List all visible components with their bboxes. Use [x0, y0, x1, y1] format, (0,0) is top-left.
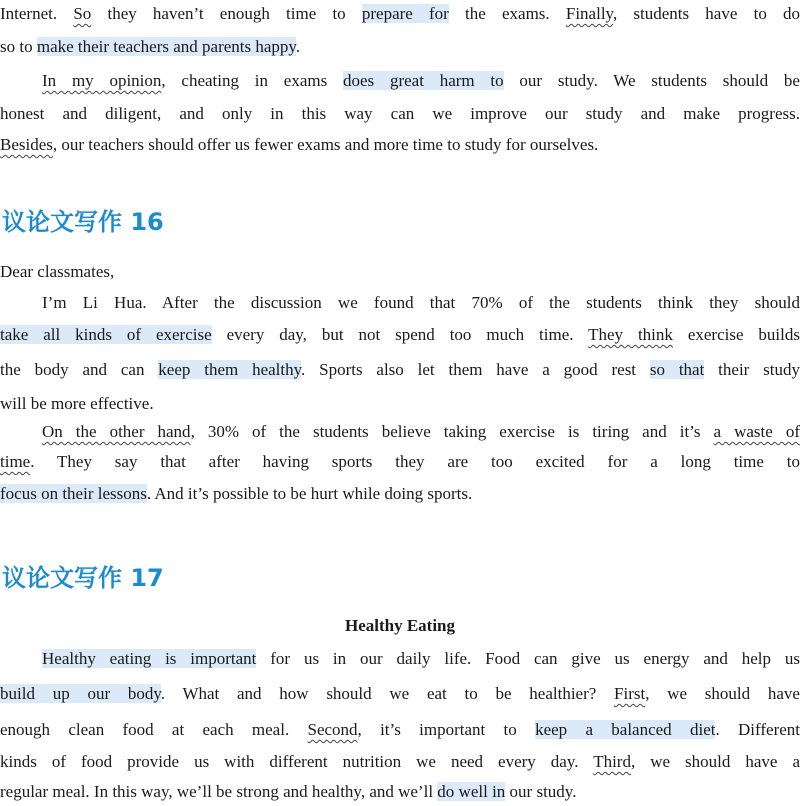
underlined-phrase: They think	[588, 325, 673, 344]
highlighted-phrase: Healthy eating is important	[42, 649, 257, 668]
text-run: , cheating in exams	[161, 71, 343, 90]
text-run: .	[295, 37, 301, 56]
text-run: our study.	[505, 782, 577, 801]
text-run: , we should have a	[630, 752, 800, 771]
highlighted-phrase: take all kinds of exercise	[0, 325, 212, 344]
essay15-line-5	[0, 131, 800, 159]
section-heading-16: 议论文写作 16	[2, 208, 164, 236]
text-run: . They say that after having sports they are too excited for a long time to	[30, 452, 800, 471]
text-run: , students have to do	[612, 4, 800, 23]
section-heading-17: 议论文写作 17	[2, 564, 164, 592]
essay17-line-4	[0, 748, 800, 776]
text-run: honest and diligent, and only in this way can we improve our study and make progress.	[0, 104, 800, 123]
text-run: kinds of food provide us with different nutrition we need every day.	[0, 752, 594, 771]
text-run: the exams.	[448, 4, 566, 23]
text-run: the body and can	[0, 360, 159, 379]
highlighted-phrase: do well in	[437, 782, 506, 801]
essay15-line-3	[0, 67, 800, 95]
essay17-line-1	[0, 645, 800, 673]
text-run: I’m Li Hua. After the discussion we found that 70% of the students think they should	[42, 293, 800, 312]
underlined-phrase: First	[614, 684, 646, 703]
highlighted-phrase: keep them healthy	[158, 360, 302, 379]
highlighted-phrase: build up our body	[0, 684, 161, 703]
highlighted-phrase: prepare for	[361, 4, 449, 23]
essay16-line-2	[0, 321, 800, 349]
essay16-line-5	[0, 418, 800, 446]
underlined-phrase: Third	[593, 752, 631, 771]
underlined-phrase: So	[73, 4, 92, 23]
salutation: Dear classmates,	[0, 262, 115, 281]
text-run: exercise builds	[672, 325, 800, 344]
text-run: . Different	[715, 720, 800, 739]
text-run: , it’s important to	[357, 720, 536, 739]
text-run: their study	[704, 360, 800, 379]
essay15-line-1	[0, 0, 800, 28]
text-run: our study. We students should be	[503, 71, 800, 90]
essay17-line-2	[0, 680, 800, 708]
underlined-phrase: On the other hand	[42, 422, 191, 441]
highlighted-phrase: does great harm to	[343, 71, 504, 90]
essay16-line-3	[0, 356, 800, 384]
highlighted-phrase: focus on their lessons	[0, 484, 147, 503]
underlined-phrase: Besides	[0, 135, 53, 154]
essay17-line-5	[0, 778, 800, 806]
essay16-line-7	[0, 480, 800, 508]
essay-title: Healthy Eating	[344, 616, 456, 635]
underlined-phrase: In my opinion	[42, 71, 162, 90]
essay16-line-4	[0, 390, 800, 418]
text-run: , 30% of the students believe taking exercise is tiring and it’s	[190, 422, 714, 441]
essay15-line-2	[0, 33, 800, 61]
essay15-line-4	[0, 100, 800, 128]
essay17-line-3	[0, 716, 800, 744]
underlined-phrase: a waste of	[713, 422, 800, 441]
text-run: , our teachers should offer us fewer exams and more time to study for ourselves.	[52, 135, 599, 154]
text-run: for us in our daily life. Food can give us energy and help us	[256, 649, 800, 668]
text-run: . And it’s possible to be hurt while doing sports.	[146, 484, 473, 503]
highlighted-phrase: make their teachers and parents happy	[36, 37, 296, 56]
text-run: enough clean food at each meal.	[0, 720, 308, 739]
underlined-phrase: time	[0, 452, 31, 471]
text-run: . What and how should we eat to be healthier?	[160, 684, 615, 703]
highlighted-phrase: so that	[649, 360, 705, 379]
text-run: so to	[0, 37, 37, 56]
underlined-phrase: Second	[307, 720, 358, 739]
text-run: . Sports also let them have a good rest	[301, 360, 650, 379]
essay16-line-1	[0, 289, 800, 317]
essay16-line-6	[0, 448, 800, 476]
text-run: they haven’t enough time to	[91, 4, 362, 23]
text-run: regular meal. In this way, we’ll be strong and healthy, and we’ll	[0, 782, 438, 801]
text-run: Internet.	[0, 4, 74, 23]
underlined-phrase: Finally	[565, 4, 613, 23]
text-run: , we should have	[645, 684, 800, 703]
text-run: will be more effective.	[0, 394, 154, 413]
text-run: every day, but not spend too much time.	[211, 325, 589, 344]
highlighted-phrase: keep a balanced diet	[535, 720, 716, 739]
